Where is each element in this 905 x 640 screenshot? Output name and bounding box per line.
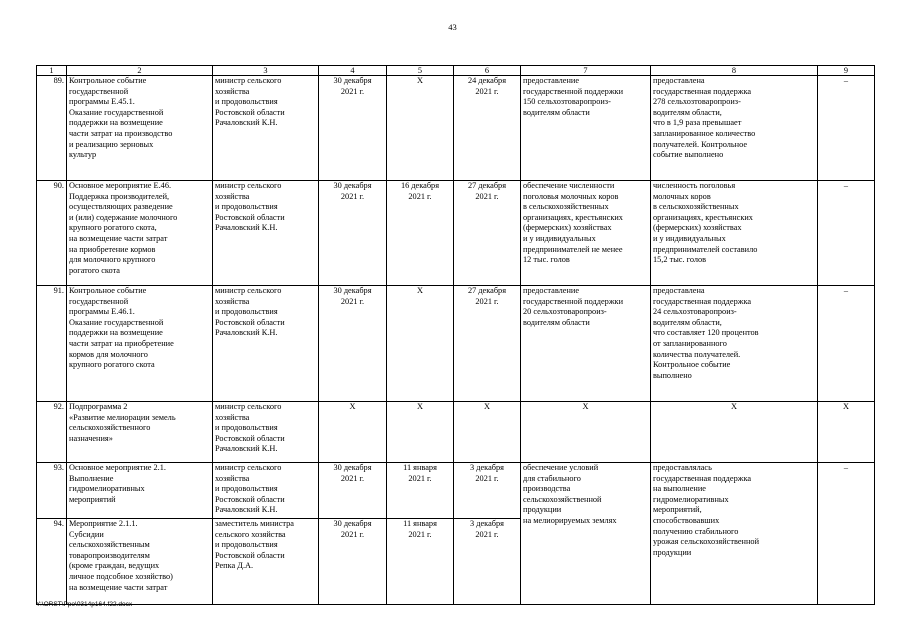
problems-cell: –: [818, 286, 875, 402]
actual-start-date: X: [387, 76, 454, 181]
actual-end-date: 3 декабря 2021 г.: [454, 463, 521, 519]
row-number: 90.: [37, 181, 67, 286]
table-row: [37, 463, 875, 519]
table-row: [37, 181, 875, 286]
event-name: Контрольное событие государственной программы Е.46.1. Оказание государственной поддержки на возмещение части затрат на приобретение кормов для молочного крупного рогатого скота: [67, 286, 213, 402]
actual-end-date: 27 декабря 2021 г.: [454, 181, 521, 286]
actual-end-date: X: [454, 402, 521, 463]
column-header: 2: [67, 66, 213, 76]
report-table: [36, 65, 875, 605]
event-name: Мероприятие 2.1.1. Субсидии сельскохозяйственным товаропроизводителям (кроме граждан, ведущих личное подсобное хозяйство) на возмещение части затрат: [67, 519, 213, 605]
actual-result: предоставлена государственная поддержка 24 сельхозтоваропроиз- водителям области, что составляет 120 процентов от запланированного количества получателей. Контрольное событие выполнено: [651, 286, 818, 402]
responsible-person: министр сельского хозяйства и продовольствия Ростовской области Рачаловский К.Н.: [213, 181, 319, 286]
actual-end-date: 3 декабря 2021 г.: [454, 519, 521, 605]
responsible-person: министр сельского хозяйства и продовольствия Ростовской области Рачаловский К.Н.: [213, 463, 319, 519]
column-header: 6: [454, 66, 521, 76]
table-row: [37, 286, 875, 402]
problems-cell: –: [818, 76, 875, 181]
responsible-person: министр сельского хозяйства и продовольствия Ростовской области Рачаловский К.Н.: [213, 286, 319, 402]
event-name: Основное мероприятие 2.1. Выполнение гидромелиоративных мероприятий: [67, 463, 213, 519]
column-header: 9: [818, 66, 875, 76]
row-number: 94.: [37, 519, 67, 605]
planned-date: 30 декабря 2021 г.: [319, 286, 387, 402]
responsible-person: министр сельского хозяйства и продовольствия Ростовской области Рачаловский К.Н.: [213, 76, 319, 181]
actual-start-date: X: [387, 286, 454, 402]
row-number: 89.: [37, 76, 67, 181]
actual-start-date: 11 января 2021 г.: [387, 463, 454, 519]
actual-result: численность поголовья молочных коров в сельскохозяйственных организациях, крестьянских (фермерских) хозяйствах и у индивидуальных предпринимателей составило 15,2 тыс. голов: [651, 181, 818, 286]
table-row: [37, 402, 875, 463]
page-number: 43: [448, 22, 457, 32]
expected-result: X: [521, 402, 651, 463]
event-name: Основное мероприятие Е.46. Поддержка производителей, осуществляющих разведение и (или) содержание молочного крупного рогатого скота, на возмещение части затрат на приобретение кормов для молочного крупного рогатого скота: [67, 181, 213, 286]
expected-result: обеспечение условий для стабильного производства сельскохозяйственной продукции на мелиорируемых землях: [521, 463, 651, 605]
column-header: 1: [37, 66, 67, 76]
column-header: 3: [213, 66, 319, 76]
responsible-person: заместитель министра сельского хозяйства и продовольствия Ростовской области Репка Д.А.: [213, 519, 319, 605]
event-name: Подпрограмма 2 «Развитие мелиорации земель сельскохозяйственного назначения»: [67, 402, 213, 463]
planned-date: X: [319, 402, 387, 463]
row-number: 91.: [37, 286, 67, 402]
table-row: [37, 76, 875, 181]
problems-cell: –: [818, 463, 875, 605]
column-header: 8: [651, 66, 818, 76]
column-header: 5: [387, 66, 454, 76]
planned-date: 30 декабря 2021 г.: [319, 76, 387, 181]
actual-result: X: [651, 402, 818, 463]
column-header: 4: [319, 66, 387, 76]
planned-date: 30 декабря 2021 г.: [319, 181, 387, 286]
planned-date: 30 декабря 2021 г.: [319, 519, 387, 605]
expected-result: предоставление государственной поддержки 150 сельхозтоваропроиз- водителям области: [521, 76, 651, 181]
row-number: 93.: [37, 463, 67, 519]
actual-result: предоставлена государственная поддержка 278 сельхозтоваропроиз- водителям области, что в 1,9 раза превышает запланированное количество получателей. Контрольное событие выполнено: [651, 76, 818, 181]
event-name: Контрольное событие государственной программы Е.45.1. Оказание государственной поддержки на возмещение части затрат на производство и реализацию зерновых культур: [67, 76, 213, 181]
actual-end-date: 27 декабря 2021 г.: [454, 286, 521, 402]
expected-result: предоставление государственной поддержки 20 сельхозтоваропроиз- водителям области: [521, 286, 651, 402]
problems-cell: –: [818, 181, 875, 286]
actual-end-date: 24 декабря 2021 г.: [454, 76, 521, 181]
actual-start-date: X: [387, 402, 454, 463]
row-number: 92.: [37, 402, 67, 463]
actual-start-date: 11 января 2021 г.: [387, 519, 454, 605]
actual-start-date: 16 декабря 2021 г.: [387, 181, 454, 286]
expected-result: обеспечение численности поголовья молочных коров в сельскохозяйственных организациях, крестьянских (фермерских) хозяйствах и у индивидуальных предпринимателей не менее 12 тыс. голов: [521, 181, 651, 286]
planned-date: 30 декабря 2021 г.: [319, 463, 387, 519]
problems-cell: X: [818, 402, 875, 463]
document-file-path: Y:\ORST\Ppo\0314p164.f22.docx: [36, 601, 133, 608]
actual-result: предоставлялась государственная поддержка на выполнение гидромелиоративных мероприятий, способствовавших получению стабильного урожая сельскохозяйственной продукции: [651, 463, 818, 605]
responsible-person: министр сельского хозяйства и продовольствия Ростовской области Рачаловский К.Н.: [213, 402, 319, 463]
column-number-row: [37, 66, 875, 76]
column-header: 7: [521, 66, 651, 76]
